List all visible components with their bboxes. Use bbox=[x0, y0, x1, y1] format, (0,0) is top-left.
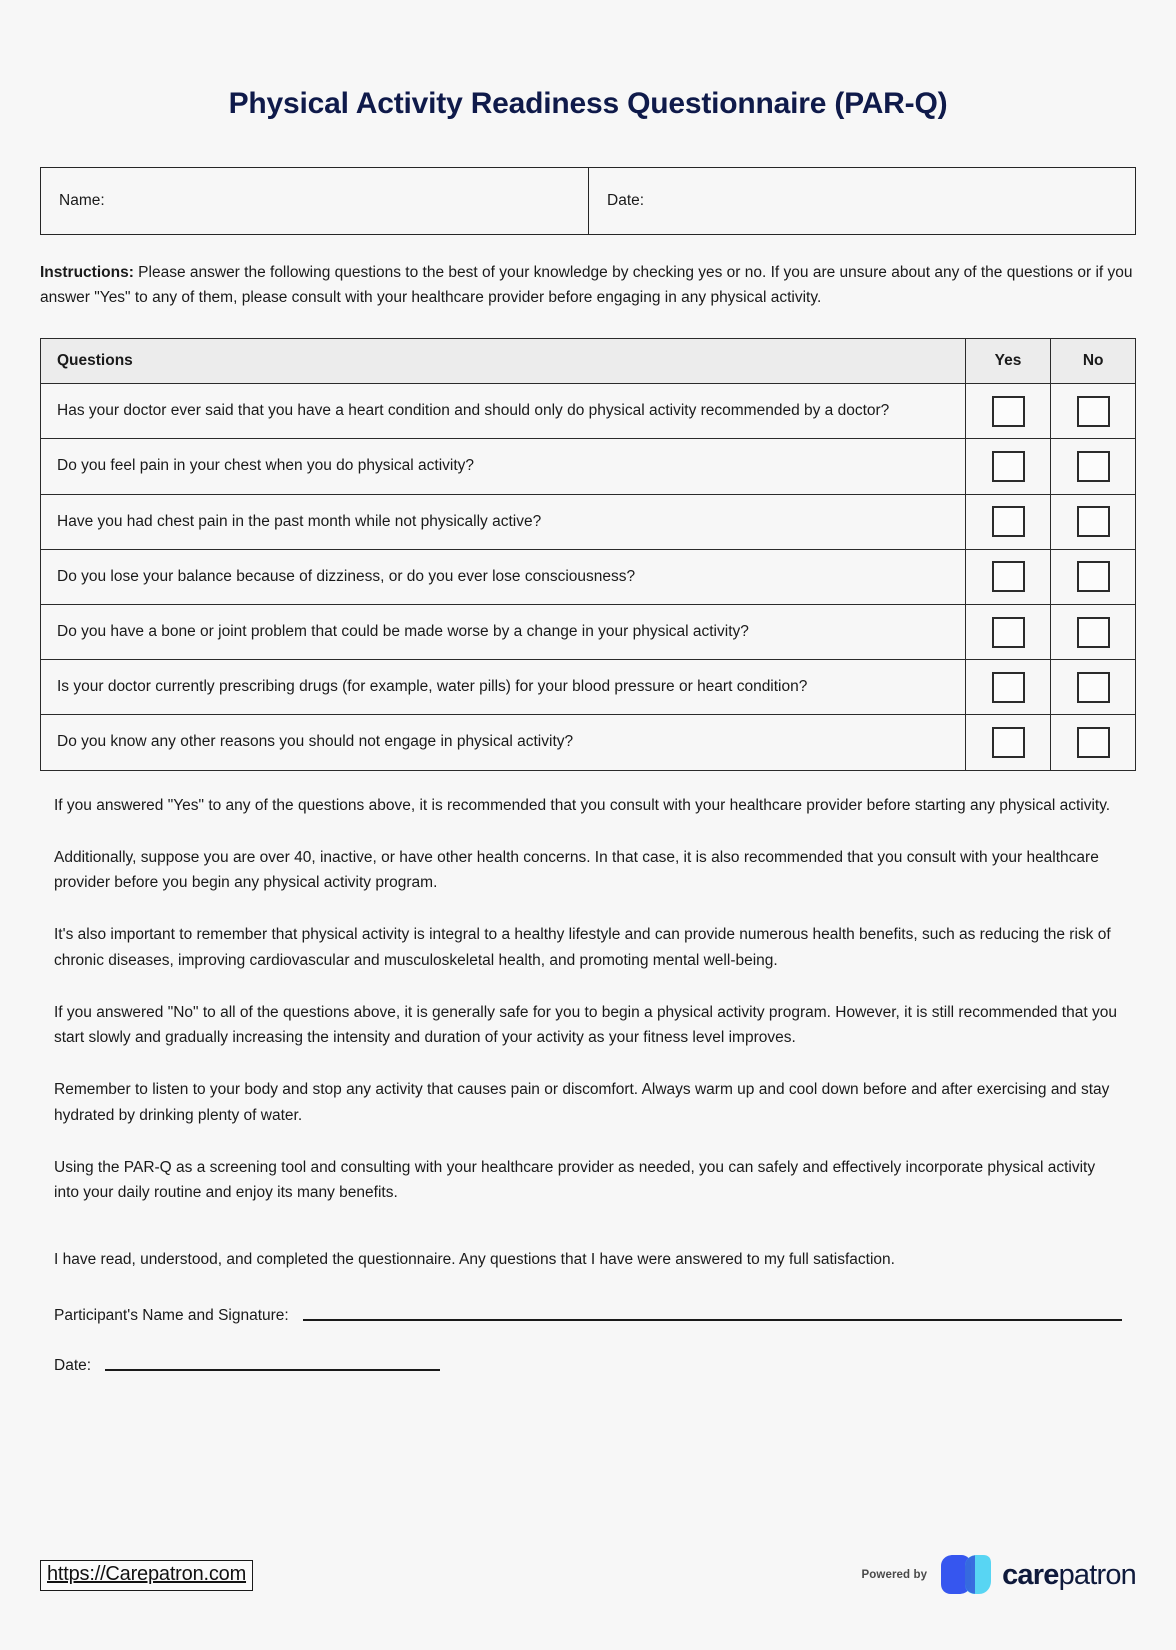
yes-checkbox[interactable] bbox=[992, 672, 1025, 703]
no-checkbox-cell[interactable] bbox=[1051, 549, 1136, 604]
instructions-label: Instructions: bbox=[40, 264, 134, 282]
no-checkbox[interactable] bbox=[1077, 727, 1110, 758]
carepatron-logo bbox=[939, 1554, 1136, 1596]
questions-table-body bbox=[41, 384, 1136, 770]
name-field[interactable] bbox=[41, 168, 588, 234]
guidance-paragraph: Remember to listen to your body and stop any activity that causes pain or discomfort. Always warm up and cool down before and after exercising and stay hydrated by drinking plenty of water. bbox=[54, 1081, 1110, 1124]
brand-lockup bbox=[862, 1554, 1136, 1596]
question-text: Have you had chest pain in the past month while not physically active? bbox=[41, 494, 966, 549]
document-page bbox=[0, 20, 1176, 1650]
signature-date-row bbox=[40, 1357, 1136, 1377]
yes-checkbox[interactable] bbox=[992, 727, 1025, 758]
date-field[interactable] bbox=[588, 168, 1135, 234]
no-checkbox[interactable] bbox=[1077, 396, 1110, 427]
question-text: Do you know any other reasons you should not engage in physical activity? bbox=[41, 715, 966, 770]
no-checkbox[interactable] bbox=[1077, 672, 1110, 703]
date-label: Date: bbox=[607, 192, 645, 210]
signature-label: Participant's Name and Signature: bbox=[54, 1307, 289, 1325]
guidance-paragraph: Using the PAR-Q as a screening tool and consulting with your healthcare provider as needed, you can safely and effectively incorporate physical activity into your daily routine and enjoy its many benefits. bbox=[54, 1158, 1096, 1202]
yes-checkbox-cell[interactable] bbox=[965, 660, 1051, 715]
guidance-paragraph: Additionally, suppose you are over 40, inactive, or have other health concerns. In that case, it is also recommended that you consult with your healthcare provider before you begin any physical activity program. bbox=[54, 848, 1099, 892]
guidance-paragraph: If you answered "Yes" to any of the questions above, it is recommended that you consult with your healthcare provider before starting any physical activity. bbox=[54, 796, 1111, 814]
no-checkbox-cell[interactable] bbox=[1051, 660, 1136, 715]
guidance-paragraph: If you answered "No" to all of the questions above, it is generally safe for you to begin a physical activity program. However, it is still recommended that you start slowly and gradually increasing the intensity and duration of your activity as your fitness level improves. bbox=[54, 1003, 1117, 1047]
signature-date-line[interactable] bbox=[105, 1369, 440, 1371]
no-checkbox-cell[interactable] bbox=[1051, 605, 1136, 660]
yes-checkbox[interactable] bbox=[992, 617, 1025, 648]
signature-date-label: Date: bbox=[54, 1357, 92, 1375]
yes-checkbox[interactable] bbox=[992, 396, 1025, 427]
yes-checkbox[interactable] bbox=[992, 561, 1025, 592]
page-title: Physical Activity Readiness Questionnaire (PAR-Q) bbox=[228, 87, 948, 121]
yes-checkbox[interactable] bbox=[992, 451, 1025, 482]
table-header-row bbox=[41, 339, 1136, 384]
yes-checkbox-cell[interactable] bbox=[965, 549, 1051, 604]
yes-checkbox-cell[interactable] bbox=[965, 384, 1051, 439]
no-checkbox-cell[interactable] bbox=[1051, 494, 1136, 549]
table-row bbox=[41, 549, 1136, 604]
guidance-text-block bbox=[40, 793, 1136, 1206]
signature-line[interactable] bbox=[303, 1319, 1122, 1321]
no-checkbox[interactable] bbox=[1077, 561, 1110, 592]
carepatron-logo-icon bbox=[939, 1554, 993, 1596]
table-row bbox=[41, 660, 1136, 715]
question-text: Do you have a bone or joint problem that could be made worse by a change in your physical activity? bbox=[41, 605, 966, 660]
no-checkbox-cell[interactable] bbox=[1051, 384, 1136, 439]
yes-checkbox-cell[interactable] bbox=[965, 605, 1051, 660]
column-header-no: No bbox=[1051, 339, 1136, 384]
table-row bbox=[41, 494, 1136, 549]
yes-checkbox-cell[interactable] bbox=[965, 494, 1051, 549]
page-footer bbox=[40, 1554, 1136, 1596]
table-row bbox=[41, 715, 1136, 770]
instructions-text: Please answer the following questions to the best of your knowledge by checking yes or no. If you are unsure about any of the questions or if you answer "Yes" to any of them, please consult with your healthcare provider before engaging in any physical activity. bbox=[40, 264, 1133, 307]
attestation-statement: I have read, understood, and completed the questionnaire. Any questions that I have were answered to my full satisfaction. bbox=[54, 1251, 895, 1269]
question-text: Has your doctor ever said that you have a heart condition and should only do physical activity recommended by a doctor? bbox=[41, 384, 966, 439]
questions-table bbox=[40, 338, 1136, 770]
column-header-questions: Questions bbox=[41, 339, 966, 384]
guidance-paragraph: It's also important to remember that physical activity is integral to a healthy lifestyle and can provide numerous health benefits, such as reducing the risk of chronic diseases, improving cardiovascular and musculoskeletal health, and promoting mental well-being. bbox=[54, 926, 1111, 969]
carepatron-url-link[interactable]: https://Carepatron.com bbox=[40, 1560, 253, 1591]
instructions-paragraph bbox=[40, 260, 1136, 310]
powered-by-label: Powered by bbox=[861, 1569, 928, 1582]
no-checkbox[interactable] bbox=[1077, 506, 1110, 537]
yes-checkbox-cell[interactable] bbox=[965, 715, 1051, 770]
signature-row bbox=[40, 1307, 1136, 1327]
name-date-box bbox=[40, 167, 1136, 235]
question-text: Do you lose your balance because of dizziness, or do you ever lose consciousness? bbox=[41, 549, 966, 604]
no-checkbox[interactable] bbox=[1077, 617, 1110, 648]
no-checkbox[interactable] bbox=[1077, 451, 1110, 482]
carepatron-wordmark bbox=[1002, 1558, 1136, 1591]
table-row bbox=[41, 439, 1136, 494]
table-row bbox=[41, 384, 1136, 439]
yes-checkbox-cell[interactable] bbox=[965, 439, 1051, 494]
name-label: Name: bbox=[59, 192, 105, 210]
column-header-yes: Yes bbox=[965, 339, 1051, 384]
question-text: Do you feel pain in your chest when you do physical activity? bbox=[41, 439, 966, 494]
no-checkbox-cell[interactable] bbox=[1051, 715, 1136, 770]
logo-word-care: care bbox=[1002, 1558, 1059, 1591]
yes-checkbox[interactable] bbox=[992, 506, 1025, 537]
logo-word-patron: patron bbox=[1058, 1558, 1136, 1591]
no-checkbox-cell[interactable] bbox=[1051, 439, 1136, 494]
table-row bbox=[41, 605, 1136, 660]
question-text: Is your doctor currently prescribing drugs (for example, water pills) for your blood pressure or heart condition? bbox=[41, 660, 966, 715]
